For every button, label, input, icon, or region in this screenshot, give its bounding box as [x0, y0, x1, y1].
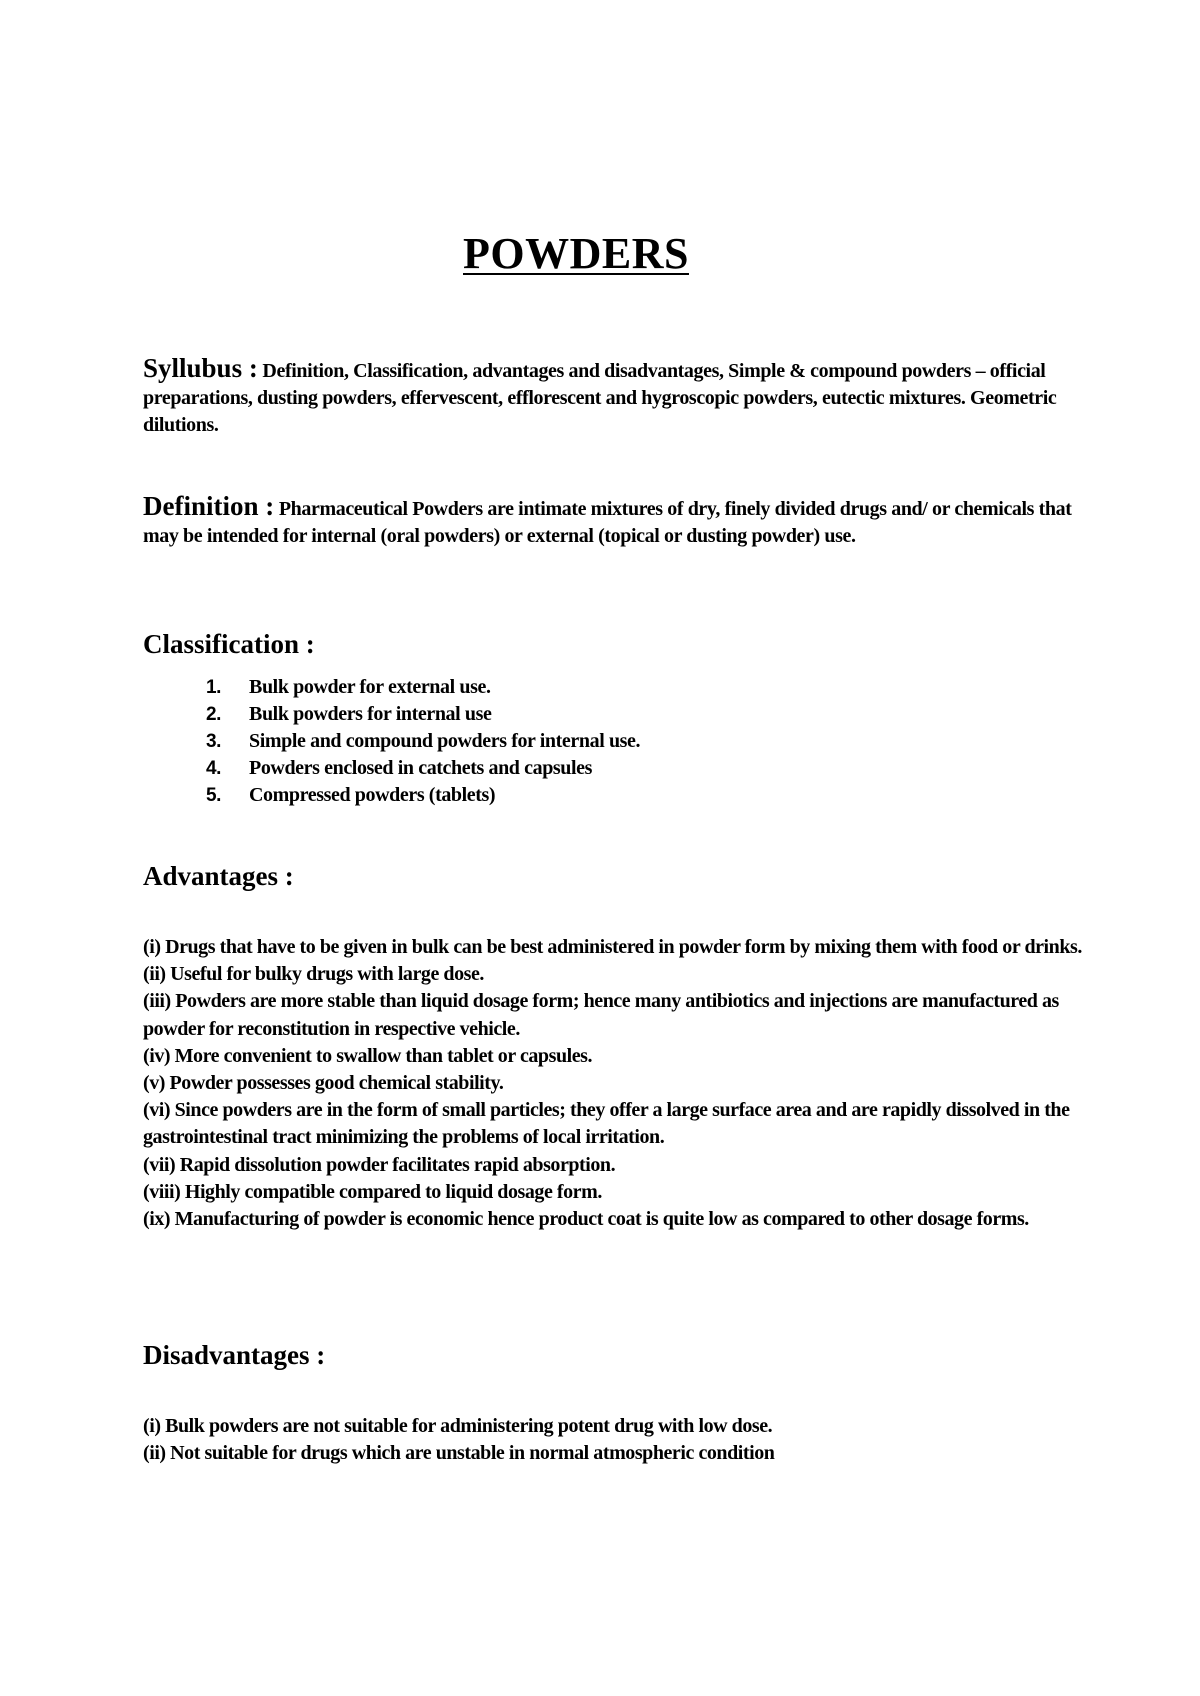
advantage-item: (vii) Rapid dissolution powder facilitates rapid absorption. [143, 1153, 616, 1176]
list-item-number: 2. [206, 704, 222, 725]
definition-text: Pharmaceutical Powders are intimate mixtures of dry, finely divided drugs and/ or chemicals that may be intended for internal (oral powders) or external (topical or dusting powder) use. [143, 498, 1072, 547]
definition-label: Definition : [143, 491, 275, 521]
disadvantages-list [143, 1413, 1083, 1467]
list-item-number: 3. [206, 731, 222, 752]
definition-paragraph [143, 493, 1083, 550]
classification-list [206, 674, 640, 809]
list-item [206, 728, 640, 755]
list-item-text: Powders enclosed in catchets and capsules [249, 757, 593, 779]
advantage-item: (v) Powder possesses good chemical stability. [143, 1072, 504, 1095]
syllabus-text: Definition, Classification, advantages and disadvantages, Simple & compound powders – official preparations, dusting powders, effervescent, efflorescent and hygroscopic powders, eutectic mixtures. Geometric dilutions. [143, 360, 1057, 436]
advantage-item: (viii) Highly compatible compared to liquid dosage form. [143, 1180, 602, 1203]
syllabus-paragraph [143, 355, 1083, 439]
list-item-text: Simple and compound powders for internal use. [249, 730, 641, 752]
disadvantage-item: (i) Bulk powders are not suitable for administering potent drug with low dose. [143, 1415, 773, 1437]
list-item [206, 782, 640, 809]
advantages-list [143, 934, 1083, 1233]
page-title: POWDERS [463, 229, 689, 278]
advantage-item: (ii) Useful for bulky drugs with large dose. [143, 963, 484, 986]
advantage-item: (iv) More convenient to swallow than tablet or capsules. [143, 1044, 593, 1067]
list-item-number: 1. [206, 677, 222, 698]
advantage-item: (iii) Powders are more stable than liquid dosage form; hence many antibiotics and injections are manufactured as powder for reconstitution in respective vehicle. [143, 990, 1059, 1040]
advantages-heading: Advantages : [143, 861, 294, 891]
advantage-item: (ix) Manufacturing of powder is economic hence product coat is quite low as compared to other dosage forms. [143, 1208, 1029, 1231]
disadvantages-heading: Disadvantages : [143, 1340, 326, 1370]
list-item [206, 755, 640, 782]
list-item-text: Compressed powders (tablets) [249, 784, 496, 806]
advantage-item: (vi) Since powders are in the form of small particles; they offer a large surface area and are rapidly dissolved in the gastrointestinal tract minimizing the problems of local irritation. [143, 1099, 1070, 1149]
list-item [206, 674, 640, 701]
advantage-item: (i) Drugs that have to be given in bulk can be best administered in powder form by mixing them with food or drinks. [143, 936, 1082, 958]
list-item-text: Bulk powder for external use. [249, 676, 491, 698]
list-item [206, 701, 640, 728]
list-item-number: 4. [206, 758, 222, 779]
list-item-text: Bulk powders for internal use [249, 703, 492, 725]
classification-heading: Classification : [143, 629, 315, 659]
syllabus-label: Syllubus : [143, 353, 258, 383]
list-item-number: 5. [206, 785, 222, 806]
disadvantage-item: (ii) Not suitable for drugs which are unstable in normal atmospheric condition [143, 1442, 775, 1465]
